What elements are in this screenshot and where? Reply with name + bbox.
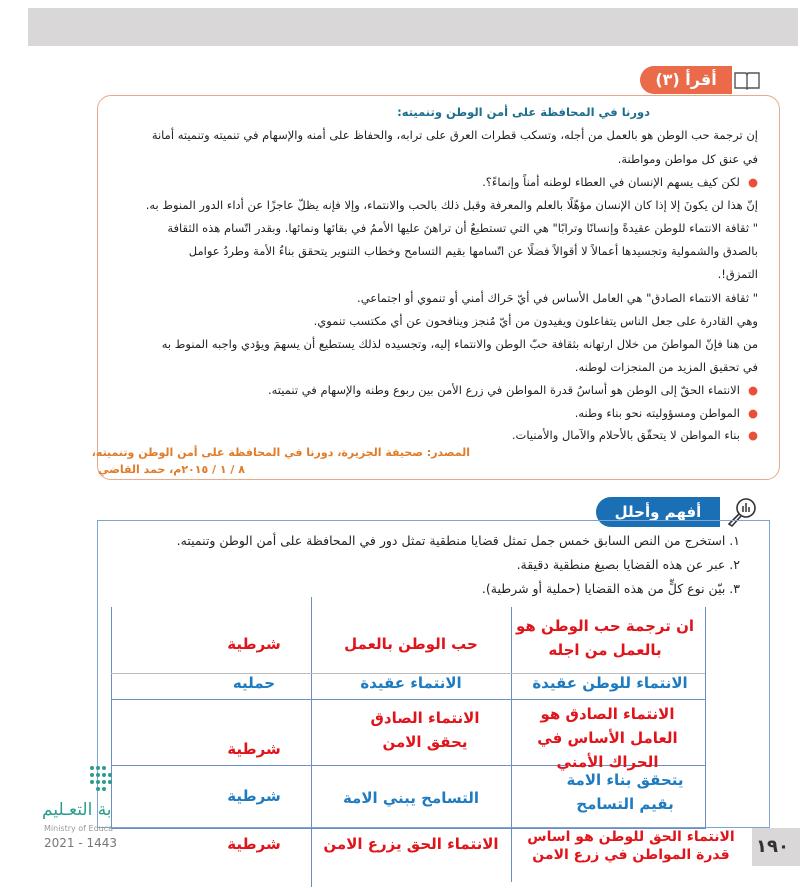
question-1: ١. استخرج من النص السابق خمس جمل تمثل قضايا منطقية تمثل دور في المحافظة على أمن الوطن وتنميته. [176, 533, 740, 548]
reading-bullet [512, 428, 758, 442]
table-cell-type: شرطية [227, 787, 281, 805]
edition-year: 2021 - 1443 [44, 836, 118, 850]
table-cell-sentence: الانتماء الحق للوطن هو اساس قدرة المواطن في زرع الامن [527, 829, 735, 863]
reading-title: دورنا في المحافظة على أمن الوطن وتنميته: [397, 105, 650, 119]
table-cell-sentence: يتحقق بناء الامة بقيم التسامح [566, 771, 684, 813]
top-bar [28, 8, 798, 46]
page-number: ١٩٠ [756, 836, 789, 857]
table-cell-form: التسامح يبني الامة [342, 789, 480, 807]
table-cell-form: الانتماء الحق يزرع الامن [323, 835, 499, 853]
table-cell-form: الانتماء عقيدة [360, 674, 462, 692]
table-cell-type: شرطية [227, 835, 281, 853]
ministry-logo-text: بة التعـليم [42, 800, 112, 820]
ministry-logo-icon [88, 764, 118, 796]
book-icon [734, 70, 760, 90]
question-3: ٣. بيّن نوع كلٍّ من هذه القضايا (حملية أو شرطية). [481, 581, 740, 596]
bullet-icon: ● [747, 428, 758, 442]
reading-line: إنّ هذا لن يكونَ إلا إذا كان الإنسان مؤهّلًا بالعلم والمعرفة وقبل ذلك بالحب والانتماء، وإلا فإنه يظلّ عاجزًا عن أداء الدور المنوط به. [145, 198, 758, 212]
table-divider [311, 597, 312, 887]
reading-bullet [575, 406, 758, 420]
reading-line: في عنق كل مواطن ومواطنة. [617, 152, 758, 166]
bullet-icon: ● [747, 406, 758, 420]
reading-line: بناء المواطن لا يتحقّق بالأحلام والآمال والأمنيات. [511, 428, 740, 442]
reading-bullet [268, 383, 758, 397]
source-date: ٨ / ١ / ٢٠١٥م، حمد القاضي [98, 463, 245, 476]
table-cell-sentence: ان ترجمة حب الوطن هو بالعمل من اجله [515, 617, 695, 659]
table-divider [511, 607, 512, 882]
reading-bullet [482, 175, 758, 189]
table-divider [111, 699, 705, 700]
bullet-icon: ● [747, 175, 758, 189]
table-cell-sentence: الانتماء الصادق هو العامل الأساس في الحراك الأمني [537, 705, 678, 771]
ministry-logo-english: Ministry of Educa [44, 824, 114, 833]
table-cell-type: حمليه [232, 674, 276, 692]
reading-line: من هنا فإنّ المواطنَ من خلال ارتهانه بثقافة حبّ الوطن والانتماء إليه، وتجسيده لذلك يستطيع أن يسهمَ ويؤدي واجبه المنوط به [161, 337, 758, 351]
table-cell-form: حب الوطن بالعمل [344, 635, 478, 653]
reading-line: إن ترجمة حب الوطن هو بالعمل من أجله، وتسكب قطرات العرق على ترابه، والحفاظ على أمنه والإسهام في تنميته وتنميته أمانة [151, 128, 758, 142]
reading-line: " ثقافة الانتماء الصادق" هي العامل الأساس في أيّ حَراك أمني أو تنموي أو اجتماعي. [357, 291, 758, 305]
reading-line: وهي القادرة على جعل الناس يتفاعلون ويفيدون من أيّ مُنجز وينافحون عن أي مكتسب تنموي. [313, 314, 758, 328]
reading-line: لكن كيف يسهم الإنسان في العطاء لوطنه أمناً وإنماءً؟. [482, 175, 740, 189]
table-cell-form: الانتماء الصادق يحقق الامن [370, 709, 480, 751]
reading-line: بالصدق والشمولية وتجسيدها أعمالاً لا أقوالاً فضلًا عن اتّسامها بقيم التسامح وخطاب التنوير يتحقق بناءُ الأمة وطردُ عوامل [188, 244, 758, 258]
read-section-header: أقرأ (٣) [640, 66, 732, 94]
reading-line: في تحقيق المزيد من المنجزات لوطنه. [574, 360, 758, 374]
analyze-section-header: أفهم وأحلل [596, 497, 720, 527]
question-2: ٢. عبر عن هذه القضايا بصيغ منطقية دقيقة. [516, 557, 740, 572]
reading-line: الانتماء الحقّ إلى الوطن هو أساسُ قدرة المواطن في زرع الأمن بين ربوع وطنه والإسهام في تنميته. [267, 383, 740, 397]
reading-line: التمزق!. [717, 267, 758, 281]
reading-line: " ثقافة الانتماء للوطن عقيدةً وإنسانًا وترابًا" هي التي تستطيعُ أن تراهنَ عليها الأممُ في بقائها ونمائها. وبقدر اتّسام هذه الثقافة [167, 221, 758, 235]
table-border [705, 607, 706, 829]
bullet-icon: ● [747, 383, 758, 397]
reading-line: المواطن ومسؤوليته نحو بناء وطنه. [574, 406, 740, 420]
table-cell-type: شرطية [227, 635, 281, 653]
table-cell-type: شرطية [227, 740, 281, 758]
table-cell-sentence: الانتماء للوطن عقيدة [532, 674, 688, 692]
source-line: المصدر: صحيفة الجزيرة، دورنا في المحافظة على أمن الوطن وتنميته، [91, 446, 470, 459]
